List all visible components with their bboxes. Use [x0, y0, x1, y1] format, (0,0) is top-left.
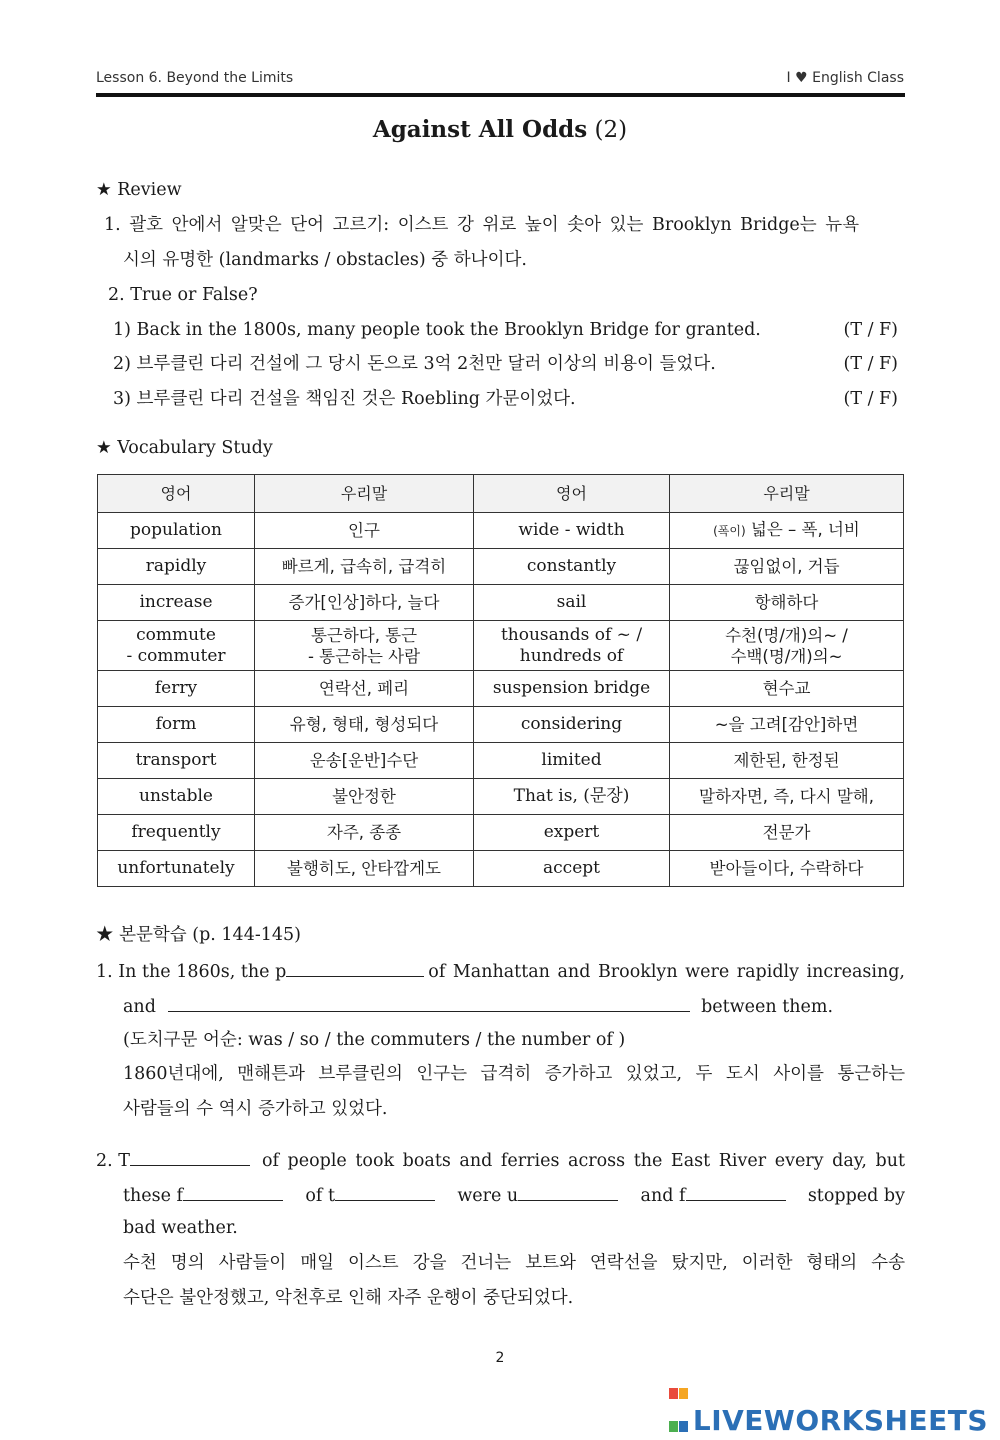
class-suffix: English Class [812, 70, 904, 86]
vocab-en: accept [474, 851, 670, 887]
col-header-en: 영어 [98, 475, 255, 513]
vocab-en-line: commute [136, 624, 216, 645]
vocab-en: considering [474, 707, 670, 743]
q1-translation-1: 1860년대에, 맨해튼과 브루클린의 인구는 급격히 증가하고 있었고, 두 도시 사이를 통근하는 [123, 1064, 905, 1084]
q1-text-d: between them. [701, 997, 834, 1017]
vocab-en: limited [474, 743, 670, 779]
vocab-ko: 자주, 종종 [255, 815, 474, 851]
vocab-en: ferry [98, 671, 255, 707]
vocab-ko: 인구 [255, 513, 474, 549]
q1-translation-2: 사람들의 수 역시 증가하고 있었다. [123, 1099, 388, 1119]
vocab-ko: 연락선, 페리 [255, 671, 474, 707]
study-heading-label: ★ 본문학습 [96, 925, 187, 945]
tf-item-1: 1) Back in the 1800s, many people took the Brooklyn Bridge for granted. [113, 320, 761, 340]
col-header-ko: 우리말 [255, 475, 474, 513]
q2-text-a: 2. T [96, 1151, 130, 1171]
vocab-ko: 불행히도, 안타깝게도 [255, 851, 474, 887]
vocab-ko-line: 통근하다, 통근 [310, 625, 418, 645]
vocab-ko [670, 513, 904, 549]
vocab-ko: 제한된, 한정된 [670, 743, 904, 779]
q1-line2 [123, 993, 833, 1019]
vocab-en-line: - commuter [126, 645, 226, 666]
q2-blank-forms[interactable] [183, 1182, 283, 1201]
vocab-en: wide - width [474, 513, 670, 549]
q2-blank-unstable[interactable] [518, 1182, 618, 1201]
tf-choice-1[interactable]: (T / F) [843, 320, 898, 340]
vocab-ko: 유형, 형태, 형성되다 [255, 707, 474, 743]
vocab-ko: 운송[운반]수단 [255, 743, 474, 779]
vocab-ko: 말하자면, 즉, 다시 말해, [670, 779, 904, 815]
tf-item-2: 2) 브루클린 다리 건설에 그 당시 돈으로 3억 2천만 달러 이상의 비용이 들었다. [113, 354, 716, 374]
col-header-ko: 우리말 [670, 475, 904, 513]
header-rule [96, 93, 905, 97]
heart-icon: ♥ [795, 70, 808, 86]
q2-text: were u [457, 1186, 519, 1206]
q1-text-c: and [123, 997, 156, 1017]
q2-line1 [96, 1147, 905, 1173]
table-row [98, 815, 904, 851]
vocab-en: population [98, 513, 255, 549]
liveworksheets-logo [669, 1374, 988, 1437]
study-pages: (p. 144-145) [192, 925, 301, 945]
vocab-ko-line: 수백(명/개)의~ [730, 646, 843, 666]
vocab-en: sail [474, 585, 670, 621]
vocab-en-line: thousands of ~ / [500, 624, 643, 645]
vocab-ko: 끊임없이, 거듭 [670, 549, 904, 585]
vocab-en: constantly [474, 549, 670, 585]
logo-text: LIVEWORKSHEETS [692, 1404, 988, 1437]
vocab-en: form [98, 707, 255, 743]
q2-line2 [123, 1182, 905, 1208]
logo-icon [669, 1374, 689, 1398]
q2-line3: bad weather. [123, 1218, 238, 1238]
q2-blank-thousands[interactable] [130, 1147, 250, 1166]
table-row [98, 549, 904, 585]
review-q1-line2: 시의 유명한 (landmarks / obstacles) 중 하나이다. [123, 250, 527, 270]
q2-text: stopped by [807, 1186, 905, 1206]
table-row [98, 671, 904, 707]
table-row [98, 621, 904, 671]
class-prefix: I [786, 70, 791, 86]
page-number: 2 [495, 1350, 505, 1366]
table-row [98, 585, 904, 621]
vocab-ko: ~을 고려[감안]하면 [670, 707, 904, 743]
table-row [98, 513, 904, 549]
vocab-header-row [98, 475, 904, 513]
vocab-en [474, 621, 670, 671]
tf-choice-2[interactable]: (T / F) [843, 354, 898, 374]
table-row [98, 851, 904, 887]
vocab-en: unfortunately [98, 851, 255, 887]
vocab-ko: 받아들이다, 수락하다 [670, 851, 904, 887]
vocab-table [97, 474, 904, 887]
vocab-ko: 현수교 [670, 671, 904, 707]
study-heading [96, 923, 301, 947]
vocab-en [98, 621, 255, 671]
q2-seg [641, 1182, 790, 1208]
q1-line1 [96, 958, 905, 984]
q2-blank-transport[interactable] [335, 1182, 435, 1201]
class-label [787, 70, 904, 86]
vocab-ko: 불안정한 [255, 779, 474, 815]
q1-blank-commuters[interactable] [168, 993, 690, 1012]
vocab-ko-note: (폭이) [713, 524, 746, 538]
q2-text-b: of people took boats and ferries across the East River every day, but [261, 1151, 905, 1171]
vocab-en: unstable [98, 779, 255, 815]
vocab-ko-text: 넓은 – 폭, 너비 [745, 520, 860, 539]
review-heading: ★ Review [96, 180, 182, 200]
vocab-en: transport [98, 743, 255, 779]
col-header-en: 영어 [474, 475, 670, 513]
page-title [0, 116, 1000, 143]
vocab-ko: 증가[인상]하다, 늘다 [255, 585, 474, 621]
vocab-ko-line: 수천(명/개)의~ / [725, 625, 848, 645]
table-row [98, 779, 904, 815]
vocab-heading: ★ Vocabulary Study [96, 438, 273, 458]
tf-choice-3[interactable]: (T / F) [843, 389, 898, 409]
vocab-ko [255, 621, 474, 671]
q2-blank-frequently[interactable] [686, 1182, 786, 1201]
q1-blank-population[interactable] [286, 958, 424, 977]
title-main: Against All Odds [372, 116, 588, 143]
q2-translation-2: 수단은 불안정했고, 악천후로 인해 자주 운행이 중단되었다. [123, 1288, 574, 1308]
lesson-label: Lesson 6. Beyond the Limits [96, 70, 294, 86]
vocab-ko: 전문가 [670, 815, 904, 851]
vocab-ko [670, 621, 904, 671]
title-part: (2) [594, 117, 628, 143]
vocab-en: suspension bridge [474, 671, 670, 707]
q1-text-b: of Manhattan and Brooklyn were rapidly increasing, [428, 962, 905, 982]
vocab-en: increase [98, 585, 255, 621]
q2-text: and f [640, 1186, 686, 1206]
table-row [98, 743, 904, 779]
q1-hint: (도치구문 어순: was / so / the commuters / the number of ) [123, 1030, 626, 1050]
vocab-ko: 항해하다 [670, 585, 904, 621]
tf-item-3: 3) 브루클린 다리 건설을 책임진 것은 Roebling 가문이었다. [113, 389, 576, 409]
vocab-en-line: hundreds of [519, 645, 624, 666]
vocab-en: frequently [98, 815, 255, 851]
vocab-ko-line: - 통근하는 사람 [307, 646, 421, 666]
vocab-ko: 빠르게, 급속히, 급격히 [255, 549, 474, 585]
q2-text: these f [123, 1186, 184, 1206]
q2-translation-1: 수천 명의 사람들이 매일 이스트 강을 건너는 보트와 연락선을 탔지만, 이러한 형태의 수송 [123, 1253, 905, 1273]
table-row [98, 707, 904, 743]
q2-text: of t [305, 1186, 335, 1206]
review-q1-line1: 1. 괄호 안에서 알맞은 단어 고르기: 이스트 강 위로 높이 솟아 있는 Brooklyn Bridge는 뉴욕 [104, 215, 860, 235]
vocab-en: That is, (문장) [474, 779, 670, 815]
q2-seg [123, 1182, 287, 1208]
review-q2: 2. True or False? [108, 285, 258, 305]
q2-seg [305, 1182, 439, 1208]
q1-text-a: 1. In the 1860s, the p [96, 962, 287, 982]
vocab-en: rapidly [98, 549, 255, 585]
vocab-en: expert [474, 815, 670, 851]
q2-seg [457, 1182, 622, 1208]
